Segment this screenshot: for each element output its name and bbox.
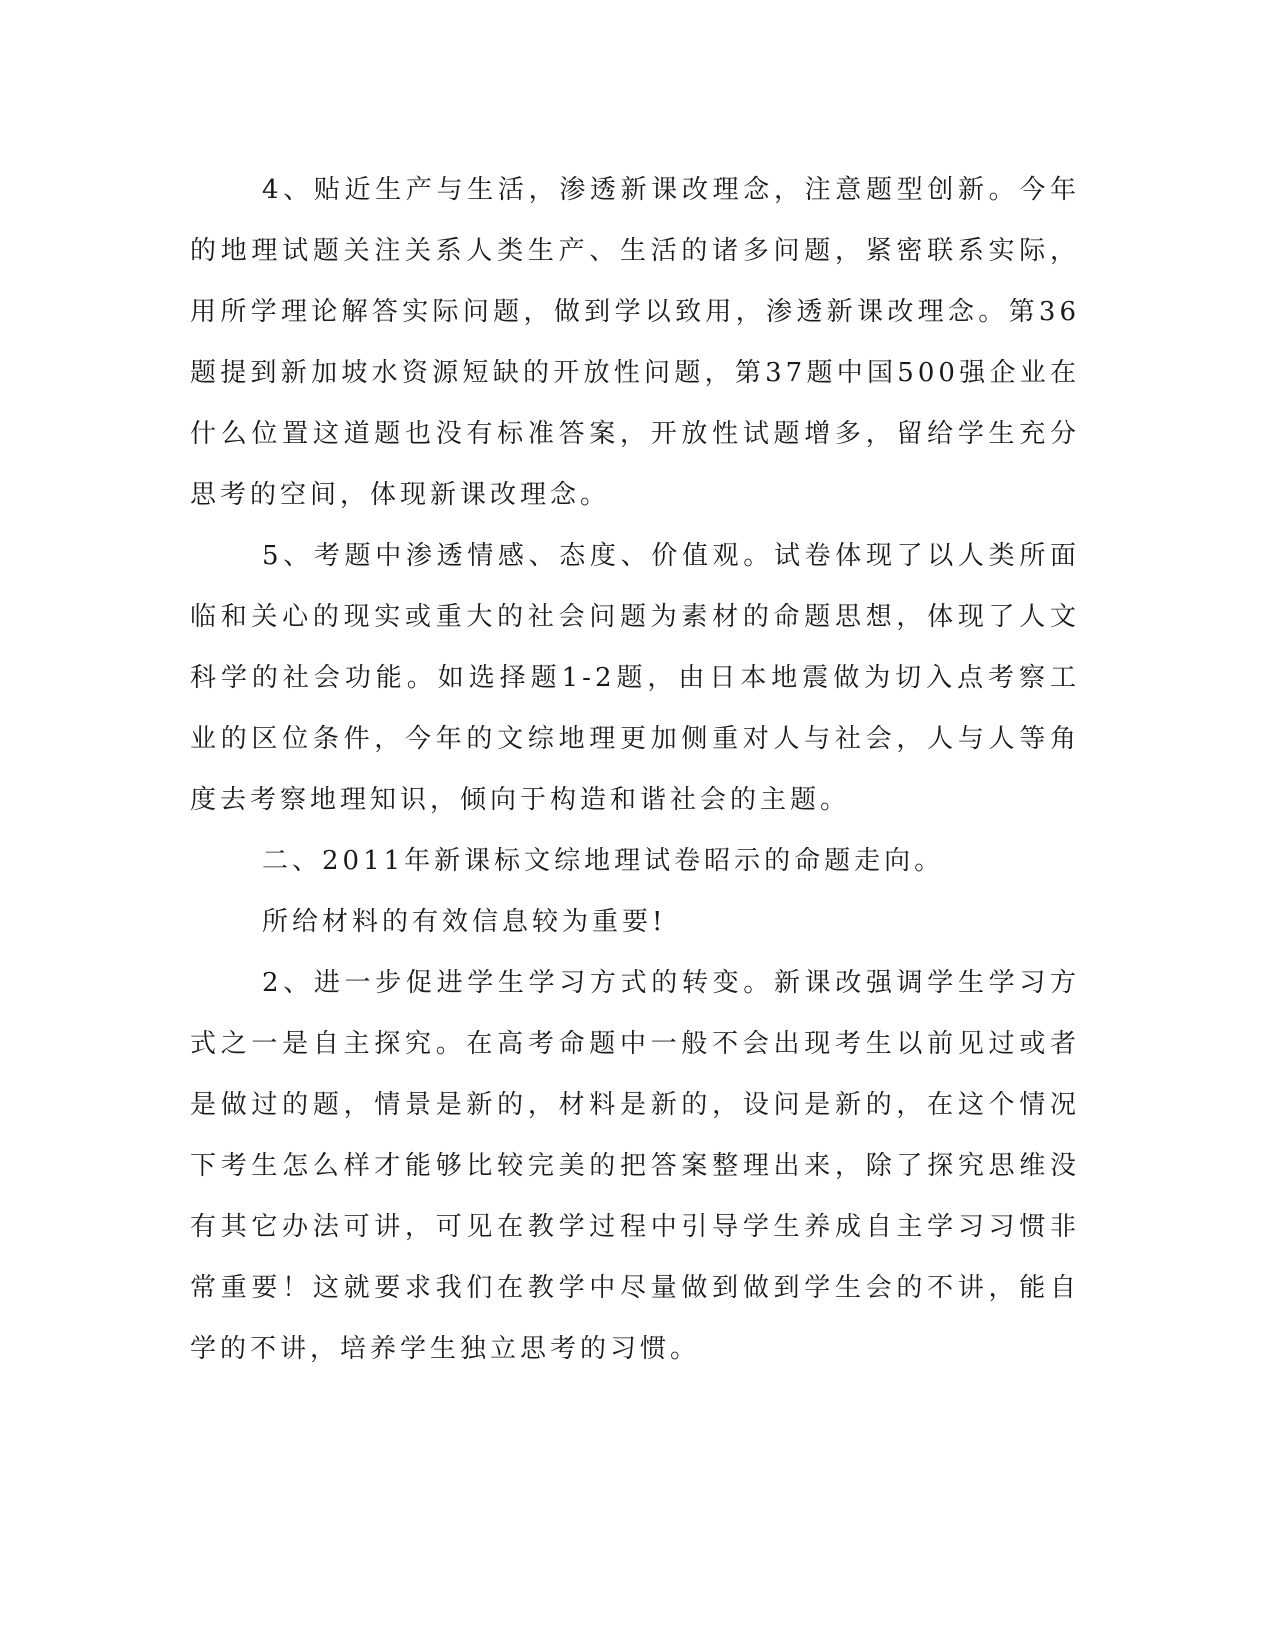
paragraph-item-5: 5、考题中渗透情感、态度、价值观。试卷体现了以人类所面临和关心的现实或重大的社会问题为素材的命题思想，体现了人文科学的社会功能。如选择题1-2题，由日本地震做为切入点考察工业的区位条件，今年的文综地理更加侧重对人与社会，人与人等角度去考察地理知识，倾向于构造和谐社会的主题。 bbox=[190, 541, 1080, 815]
section-heading-2: 二、2011年新课标文综地理试卷昭示的命题走向。 bbox=[262, 846, 945, 876]
paragraph-item-2: 2、进一步促进学生学习方式的转变。新课改强调学生学习方式之一是自主探究。在高考命题中一般不会出现考生以前见过或者是做过的题，情景是新的，材料是新的，设问是新的，在这个情况下考生怎么样才能够比较完美的把答案整理出来，除了探究思维没有其它办法可讲，可见在教学过程中引导学生养成自主学习习惯非常重要！这就要求我们在教学中尽量做到做到学生会的不讲，能自学的不讲，培养学生独立思考的习惯。 bbox=[190, 968, 1080, 1364]
document-body bbox=[190, 160, 1080, 1380]
paragraph-item-4: 4、贴近生产与生活，渗透新课改理念，注意题型创新。今年的地理试题关注关系人类生产、生活的诸多问题，紧密联系实际，用所学理论解答实际问题，做到学以致用，渗透新课改理念。第36题提到新加坡水资源短缺的开放性问题，第37题中国500强企业在什么位置这道题也没有标准答案，开放性试题增多，留给学生充分思考的空间，体现新课改理念。 bbox=[190, 175, 1080, 510]
paragraph-note: 所给材料的有效信息较为重要! bbox=[262, 907, 667, 937]
